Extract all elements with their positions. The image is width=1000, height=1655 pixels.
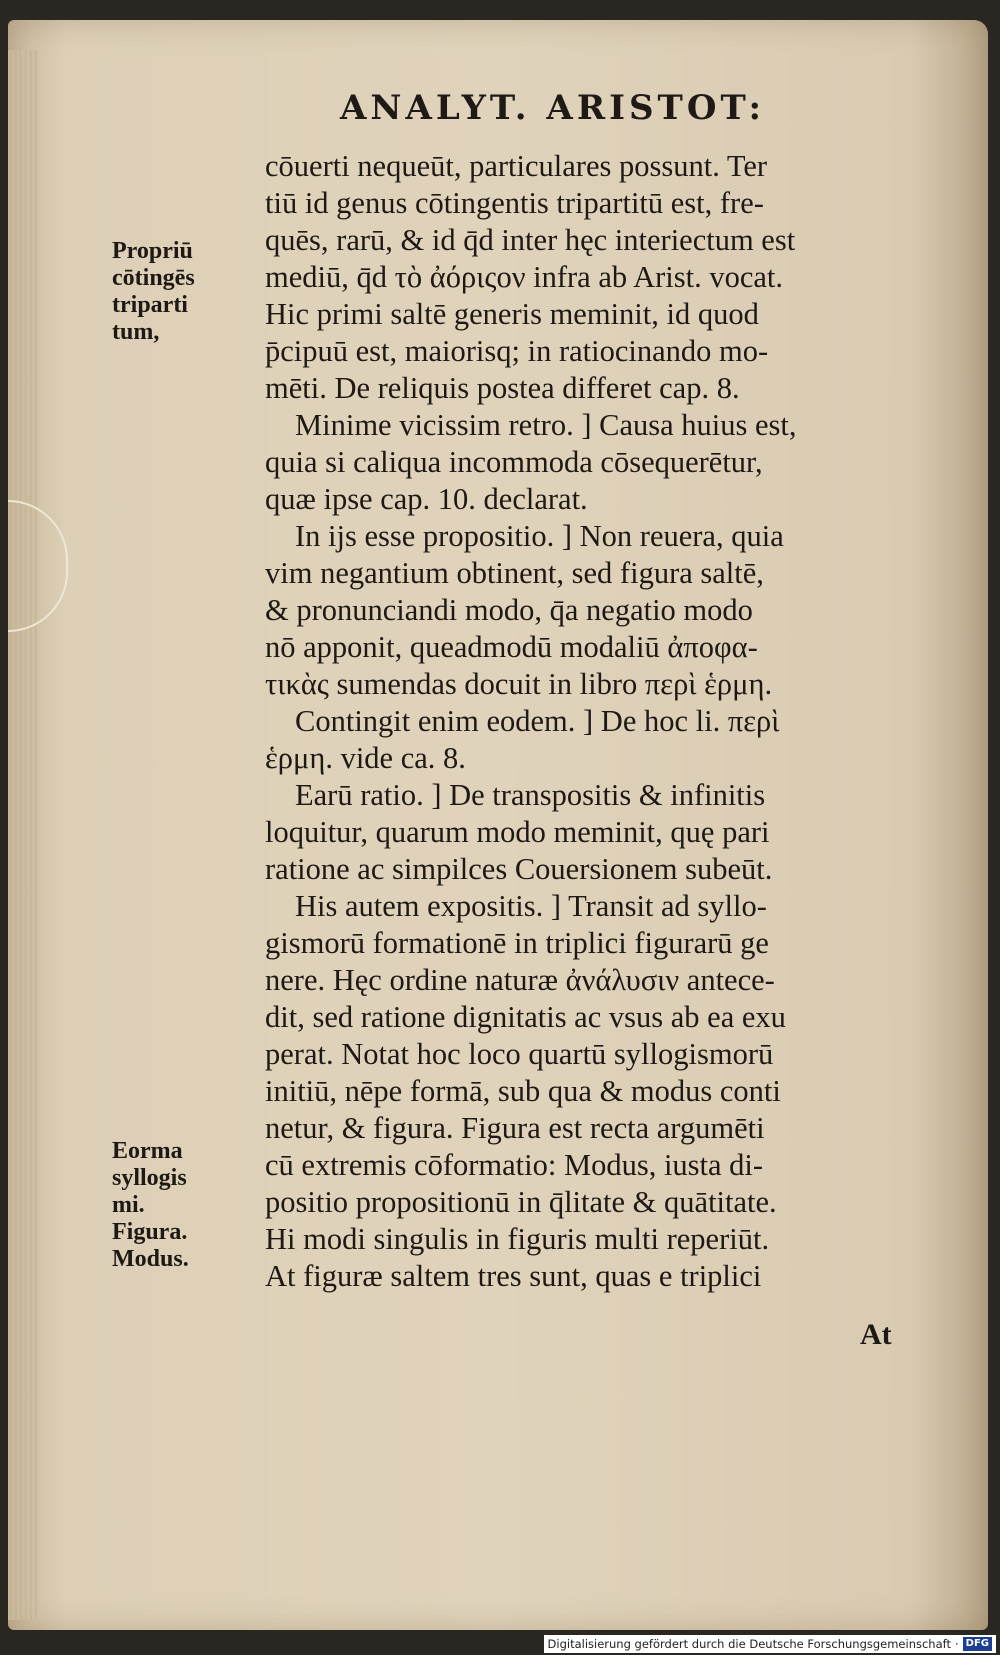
text-line: dit, sed ratione dignitatis ac vsus ab ea exu — [265, 1000, 786, 1034]
text-line: At figuræ saltem tres sunt, quas e triplici — [265, 1259, 762, 1293]
footer-credit: Digitalisierung gefördert durch die Deutsche Forschungsgemeinschaft — [547, 1637, 951, 1651]
text-line: & pronunciandi modo, q̄a negatio modo — [265, 593, 753, 627]
text-line: Contingit enim eodem. ] De hoc li. περὶ — [295, 704, 780, 738]
text-line: tiū id genus cōtingentis tripartitū est, fre- — [265, 186, 764, 220]
digitization-footer: Digitalisierung gefördert durch die Deutsche Forschungsgemeinschaft · DFG — [544, 1635, 996, 1653]
text-line: In ijs esse propositio. ] Non reuera, quia — [295, 519, 784, 553]
text-line: mēti. De reliquis postea differet cap. 8. — [265, 371, 740, 405]
margin-note-line: Modus. — [112, 1246, 189, 1272]
text-line: ἑρμη. vide ca. 8. — [265, 741, 466, 775]
text-line: τικὰς sumendas docuit in libro περὶ ἑρμη. — [265, 667, 773, 701]
text-line: Minime vicissim retro. ] Causa huius est, — [295, 408, 797, 442]
margin-note-line: triparti — [112, 292, 188, 318]
text-line: quēs, rarū, & id q̄d inter hęc interiectum est — [265, 223, 796, 257]
thumb-tab-outline — [8, 500, 68, 632]
text-line: Hic primi saltē generis meminit, id quod — [265, 297, 759, 331]
text-line: quæ ipse cap. 10. declarat. — [265, 482, 588, 516]
margin-note-line: cōtingēs — [112, 265, 195, 291]
text-line: loquitur, quarum modo meminit, quę pari — [265, 815, 770, 849]
margin-note-line: Propriū — [112, 238, 193, 264]
text-line: nere. Hęc ordine naturæ ἀνάλυσιν antece- — [265, 963, 775, 997]
margin-note-1 — [112, 238, 242, 346]
text-line: cū extremis cōformatio: Modus, iusta di- — [265, 1148, 764, 1182]
text-line: perat. Notat hoc loco quartū syllogismorū — [265, 1037, 774, 1071]
main-text — [265, 148, 925, 1295]
text-line: mediū, q̄d τὸ ἀόριςον infra ab Arist. vocat. — [265, 260, 783, 294]
margin-note-line: Figura. — [112, 1219, 188, 1245]
text-line: Earū ratio. ] De transpositis & infinitis — [295, 778, 766, 812]
running-header: ANALYT. ARISTOT: — [340, 88, 766, 128]
text-line: quia si caliqua incommoda cōsequerētur, — [265, 445, 763, 479]
margin-note-2 — [112, 1138, 242, 1273]
text-line: His autem expositis. ] Transit ad syllo- — [295, 889, 767, 923]
text-line: initiū, nēpe formā, sub qua & modus conti — [265, 1074, 781, 1108]
text-line: nō apponit, queadmodū modaliū ἀποφα- — [265, 630, 758, 664]
text-line: cōuerti nequeūt, particulares possunt. Ter — [265, 149, 768, 183]
margin-note-line: Eorma — [112, 1138, 183, 1164]
page-edge-stack — [8, 50, 38, 1620]
margin-note-line: syllogis — [112, 1165, 187, 1191]
text-line: positio propositionū in q̄litate & quātitate. — [265, 1185, 777, 1219]
margin-note-line: mi. — [112, 1192, 145, 1218]
text-line: Hi modi singulis in figuris multi reperiūt. — [265, 1222, 770, 1256]
catchword: At — [860, 1318, 892, 1351]
margin-note-line: tum, — [112, 319, 160, 345]
text-line: netur, & figura. Figura est recta argumēti — [265, 1111, 765, 1145]
text-line: p̄cipuū est, maiorisq; in ratiocinando mo- — [265, 334, 769, 368]
text-line: gismorū formationē in triplici figurarū ge — [265, 926, 769, 960]
dfg-logo: DFG — [963, 1637, 992, 1651]
text-line: ratione ac simpilces Couersionem subeūt. — [265, 852, 773, 886]
text-line: vim negantium obtinent, sed figura saltē, — [265, 556, 764, 590]
